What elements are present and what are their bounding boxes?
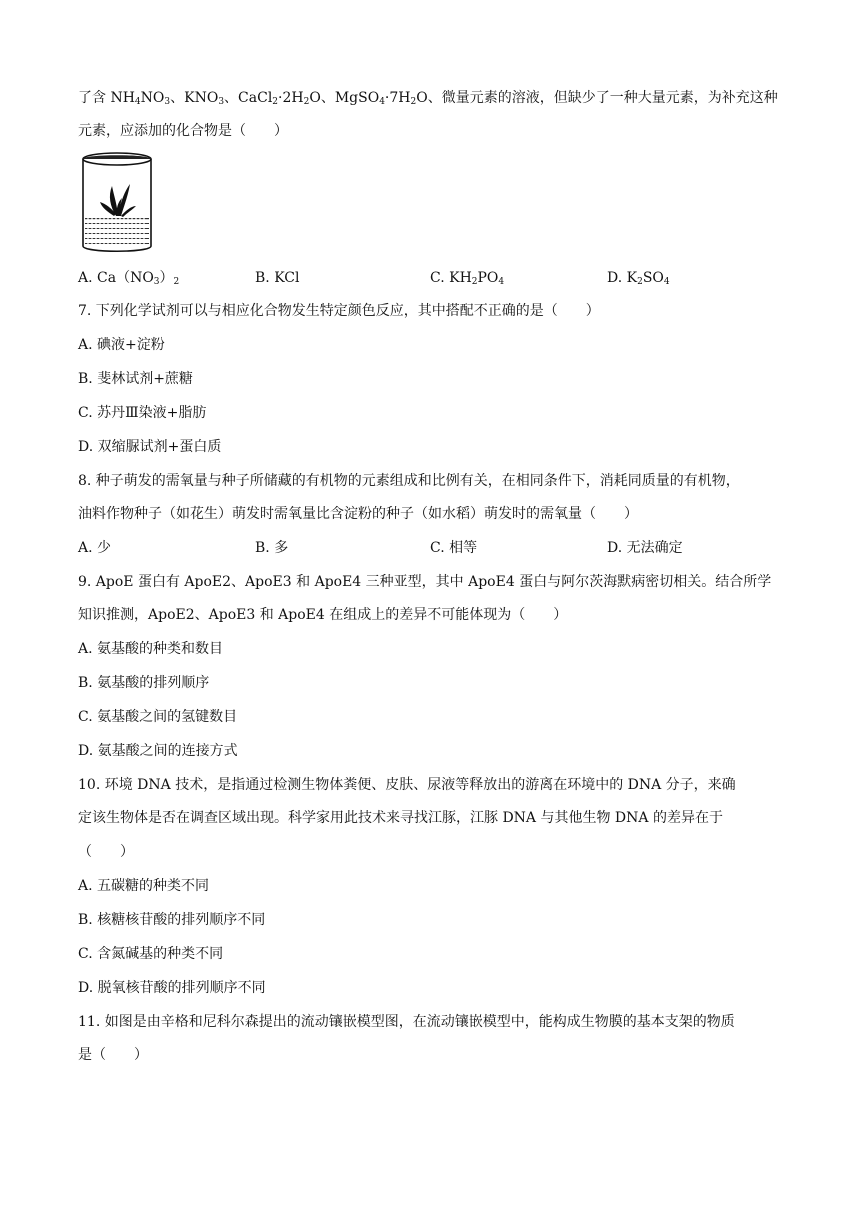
- q9-stem-line2: 知识推测，ApoE2、ApoE3 和 ApoE4 在组成上的差异不可能体现为（ ）: [78, 607, 568, 623]
- text: PO: [477, 270, 499, 286]
- q11-stem-line1: 11. 如图是由辛格和尼科尔森提出的流动镶嵌模型图，在流动镶嵌模型中，能构成生物膜的基本支架的物质: [78, 1014, 735, 1030]
- subscript: 4: [134, 97, 141, 107]
- q7-option-a: A. 碘液+淀粉: [78, 337, 165, 353]
- q8-option-c: C. 相等: [430, 540, 478, 556]
- q9-option-a: A. 氨基酸的种类和数目: [78, 641, 224, 657]
- text: NO: [140, 90, 165, 106]
- q9-option-d: D. 氨基酸之间的连接方式: [78, 743, 238, 759]
- q10-option-d: D. 脱氧核苷酸的排列顺序不同: [78, 980, 266, 996]
- text: 、CaCl: [224, 90, 273, 106]
- subscript: 3: [218, 97, 225, 107]
- q8-option-d: D. 无法确定: [607, 540, 683, 556]
- q6-option-a: [78, 268, 179, 288]
- text: ·2H: [278, 90, 304, 106]
- q10-option-b: B. 核糖核苷酸的排列顺序不同: [78, 912, 266, 928]
- subscript: 2: [303, 97, 310, 107]
- subscript: 2: [471, 277, 478, 287]
- subscript: 3: [153, 277, 160, 287]
- q8-option-a: A. 少: [78, 540, 112, 556]
- q8-stem-line2: 油料作物种子（如花生）萌发时需氧量比含淀粉的种子（如水稻）萌发时的需氧量（ ）: [78, 506, 638, 522]
- q10-option-c: C. 含氮碱基的种类不同: [78, 946, 224, 962]
- text: O、微量元素的溶液，但缺少了一种大量元素，为补充这种: [416, 90, 778, 106]
- q7-stem: 7. 下列化学试剂可以与相应化合物发生特定颜色反应，其中搭配不正确的是（ ）: [78, 303, 600, 319]
- q10-stem-line1: 10. 环境 DNA 技术，是指通过检测生物体粪便、皮肤、尿液等释放出的游离在环境中的 DNA 分子，来确: [78, 777, 736, 793]
- text: SO: [642, 270, 664, 286]
- subscript: 4: [498, 277, 505, 287]
- q7-option-d: D. 双缩脲试剂+蛋白质: [78, 439, 222, 455]
- text: A. Ca（NO: [78, 270, 154, 286]
- text: ·7H: [384, 90, 411, 106]
- text: D. K: [607, 270, 638, 286]
- subscript: 3: [164, 97, 171, 107]
- q6-option-d: [607, 268, 670, 288]
- q9-option-c: C. 氨基酸之间的氢键数目: [78, 709, 238, 725]
- q6-option-c: [430, 268, 504, 288]
- subscript: 2: [173, 277, 180, 287]
- text: C. KH: [430, 270, 472, 286]
- q7-option-c: C. 苏丹Ⅲ染液+脂肪: [78, 405, 207, 421]
- text: 、KNO: [170, 90, 219, 106]
- q6-stem-line2: 元素，应添加的化合物是（ ）: [78, 123, 288, 139]
- q7-option-b: B. 斐林试剂+蔗糖: [78, 371, 193, 387]
- text: O、MgSO: [309, 90, 380, 106]
- subscript: 4: [663, 277, 670, 287]
- culture-jar-illustration: [80, 150, 154, 256]
- q8-stem-line1: 8. 种子萌发的需氧量与种子所储藏的有机物的元素组成和比例有关，在相同条件下，消耗同质量的有机物，: [78, 473, 740, 489]
- q6-option-b: B. KCl: [255, 270, 300, 286]
- q6-stem-line1: [78, 88, 778, 108]
- q9-stem-line1: 9. ApoE 蛋白有 ApoE2、ApoE3 和 ApoE4 三种亚型，其中 ApoE4 蛋白与阿尔茨海默病密切相关。结合所学: [78, 574, 772, 590]
- q10-stem-line2: 定该生物体是否在调查区域出现。科学家用此技术来寻找江豚，江豚 DNA 与其他生物 DNA 的差异在于: [78, 810, 723, 826]
- subscript: 2: [272, 97, 279, 107]
- text: 了含 NH: [78, 90, 135, 106]
- subscript: 4: [379, 97, 385, 107]
- q8-option-b: B. 多: [255, 540, 289, 556]
- q10-option-a: A. 五碳糖的种类不同: [78, 878, 210, 894]
- text: ）: [159, 270, 174, 286]
- q10-stem-line3: （ ）: [78, 844, 134, 860]
- q9-option-b: B. 氨基酸的排列顺序: [78, 675, 210, 691]
- subscript: 2: [410, 97, 417, 107]
- q11-stem-line2: 是（ ）: [78, 1047, 148, 1063]
- subscript: 2: [637, 277, 643, 287]
